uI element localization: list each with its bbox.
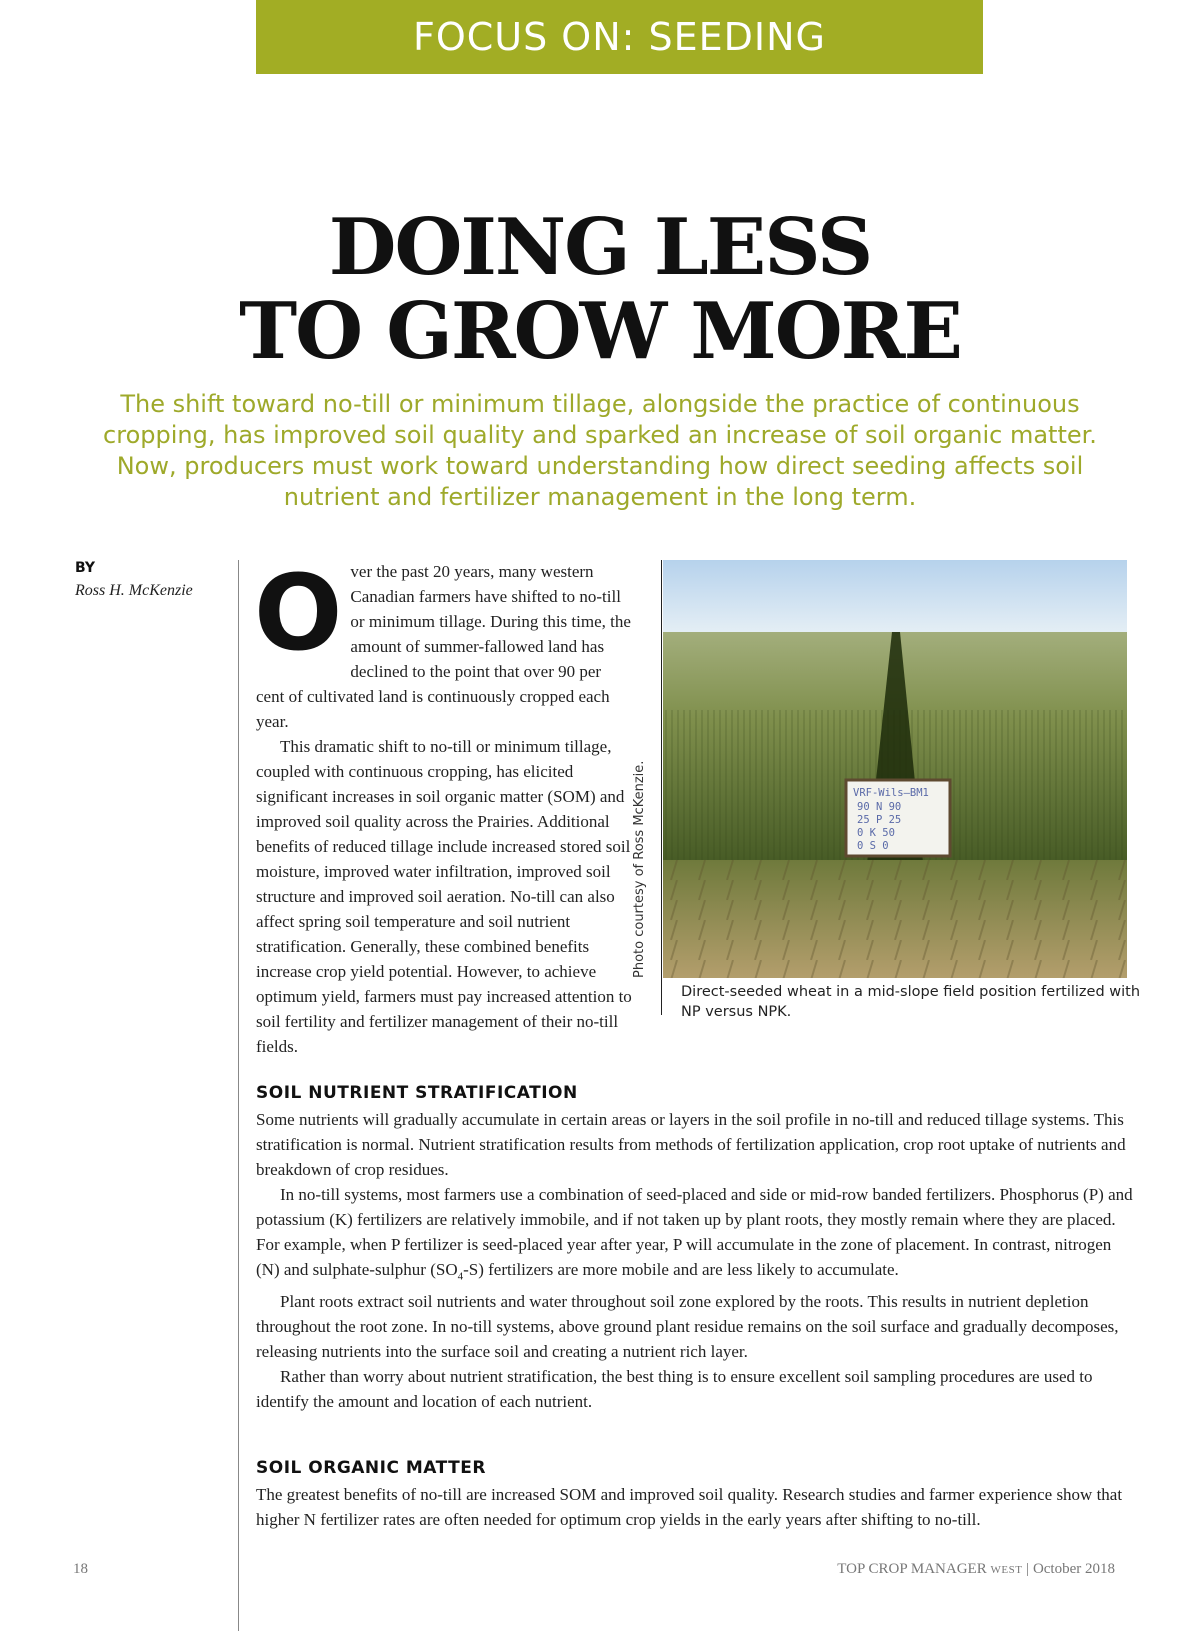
byline-label: BY <box>75 560 96 576</box>
article-headline <box>0 202 1200 377</box>
section-paragraph: Some nutrients will gradually accumulate in certain areas or layers in the soil profile in no-till and reduced tillage systems. This stratification is normal. Nutrient stratification results from methods of fertilization application, crop root uptake of nutrients and breakdown of crop residues. <box>256 1110 1126 1179</box>
banner-text: FOCUS ON: SEEDING <box>412 15 826 59</box>
magazine-name: TOP CROP MANAGER <box>837 1561 987 1577</box>
magazine-edition: WEST <box>990 1564 1023 1576</box>
sign-line-3: 25 P 25 <box>857 814 902 826</box>
section-paragraph: Plant roots extract soil nutrients and water throughout soil zone explored by the roots. This results in nutrient depletion throughout the root zone. In no-till systems, above ground plant residue remains on the soil surface and gradually decomposes, releasing nutrients into the surface soil and creating a nutrient rich layer. <box>256 1292 1119 1362</box>
sign-line-2: 90 N 90 <box>857 801 902 813</box>
section-paragraph: Rather than worry about nutrient stratification, the best thing is to ensure excellent soil sampling procedures are used to identify the amount and location of each nutrient. <box>256 1367 1093 1412</box>
section-soil-nutrient-stratification <box>256 1083 1136 1414</box>
photo-divider <box>661 560 662 1015</box>
wheat-field-illustration <box>663 560 1127 978</box>
article-deck: The shift toward no-till or minimum tillage, alongside the practice of continuous cropping, has improved soil quality and sparked an increase of soil organic matter. Now, producers must work toward understanding how direct seeding affects soil nutrient and fertilizer management in the long term. <box>103 390 1097 511</box>
magazine-footer <box>837 1561 1115 1578</box>
page-number: 18 <box>73 1561 88 1577</box>
intro-column <box>254 552 632 1059</box>
intro-paragraph-2: This dramatic shift to no-till or minimum tillage, coupled with continuous cropping, has elicited significant increases in soil organic matter (SOM) and improved soil quality across the Prairies. Additional benefits of reduced tillage include increased stored soil moisture, improved water infiltration, improved soil structure and improved soil aeration. No-till can also affect spring soil temperature and soil nutrient stratification. Generally, these combined benefits increase crop yield potential. However, to achieve optimum yield, farmers must pay increased attention to soil fertility and fertilizer management of their no-till fields. <box>256 737 632 1056</box>
intro-paragraph-1: ver the past 20 years, many western Canadian farmers have shifted to no-till or minimum tillage. During this time, the amount of summer-fallowed land has declined to the point that over 90 per cent of cultivated land is continuously cropped each year. <box>256 562 631 731</box>
photo-credit: Photo courtesy of Ross McKenzie. <box>632 760 647 978</box>
headline-line-1: DOING LESS <box>328 202 872 293</box>
subscript-4: 4 <box>457 1270 464 1283</box>
section-heading: SOIL ORGANIC MATTER <box>256 1458 486 1478</box>
issue-date: October 2018 <box>1032 1561 1115 1577</box>
sign-line-4: 0 K 50 <box>857 827 895 839</box>
footer-separator: | <box>1026 1561 1030 1577</box>
drop-cap: O <box>254 552 343 674</box>
headline-line-2: TO GROW MORE <box>239 286 961 377</box>
section-heading: SOIL NUTRIENT STRATIFICATION <box>256 1083 578 1103</box>
sign-line-1: VRF-Wils—BM1 <box>853 787 929 799</box>
byline <box>75 560 193 600</box>
photo-caption: Direct-seeded wheat in a mid-slope field position fertilized with NP versus NPK. <box>681 984 1141 1020</box>
section-paragraph: In no-till systems, most farmers use a combination of seed-placed and side or mid-row banded fertilizers. Phosphorus (P) and potassium (K) fertilizers are relatively immobile, and if not taken up by plant roots, they mostly remain where they are placed. For example, when P fertilizer is seed-placed year after year, P will accumulate in the zone of placement. In contrast, nitrogen (N) and sulphate-sulphur $(SO_4-S)$ fertilizers are more mobile and are less likely to accumulate. <box>256 1185 1133 1283</box>
section-paragraph: The greatest benefits of no-till are increased SOM and improved soil quality. Research studies and farmer experience show that higher N fertilizer rates are often needed for optimum crop yields in the early years after shifting to no-till. <box>256 1485 1123 1529</box>
author-name: Ross H. McKenzie <box>75 582 193 599</box>
sign-line-5: 0 S 0 <box>857 840 889 852</box>
column-divider <box>238 560 239 1631</box>
section-banner <box>256 0 983 74</box>
wheat-field-photo <box>663 560 1127 978</box>
section-soil-organic-matter <box>256 1458 1136 1532</box>
